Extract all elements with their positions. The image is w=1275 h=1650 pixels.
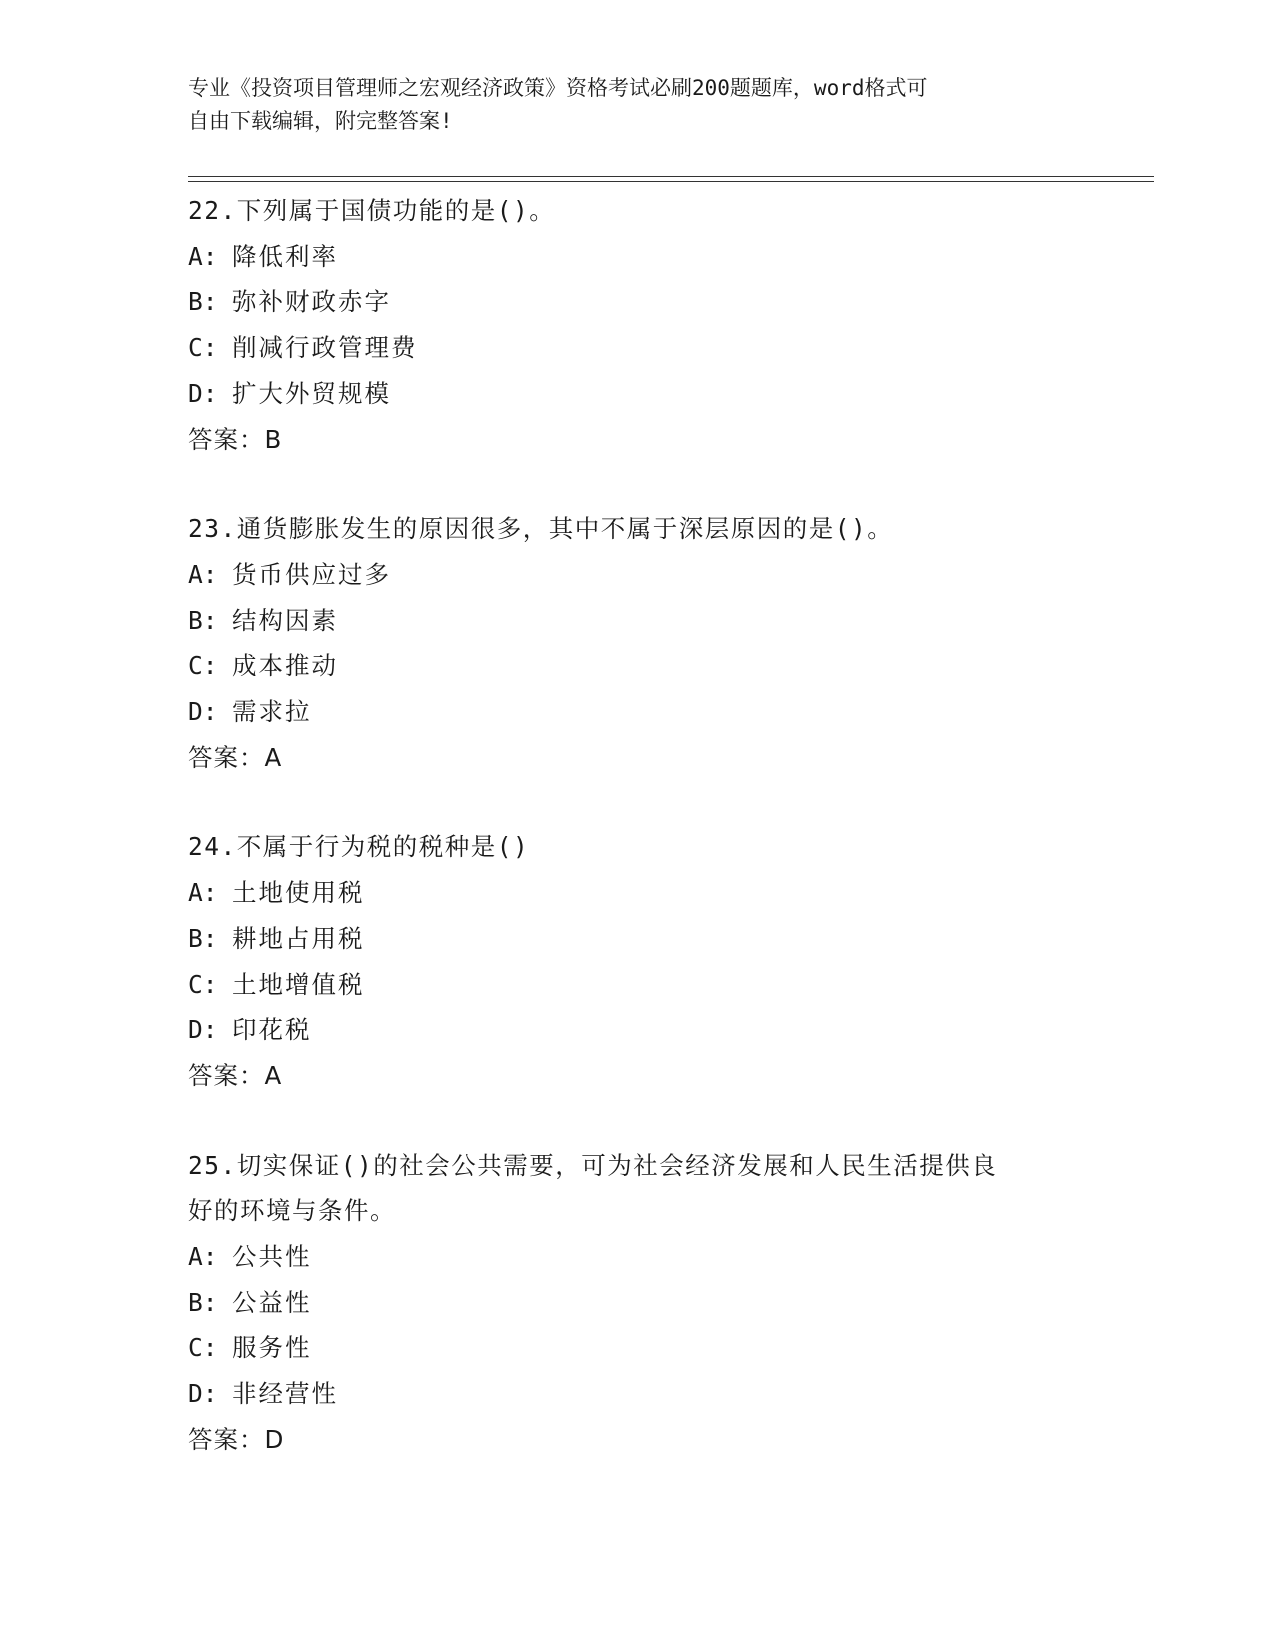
question-block xyxy=(188,1143,1088,1463)
option-c xyxy=(188,325,1088,371)
option-d xyxy=(188,371,1088,417)
header-line-1: 专业《投资项目管理师之宏观经济政策》资格考试必刷200题题库，word格式可 xyxy=(188,76,928,100)
option-d xyxy=(188,1371,1088,1417)
option-text: 需求拉 xyxy=(232,697,312,727)
option-text: 成本推动 xyxy=(232,651,338,681)
option-letter: A: xyxy=(188,1242,218,1272)
option-letter: C: xyxy=(188,1333,218,1363)
question-list xyxy=(188,188,1088,1507)
question-stem: 24.不属于行为税的税种是() xyxy=(188,832,530,862)
question-block xyxy=(188,506,1088,780)
option-letter: D: xyxy=(188,1379,218,1409)
option-letter: D: xyxy=(188,1015,218,1045)
option-letter: A: xyxy=(188,559,218,589)
option-text: 扩大外贸规模 xyxy=(232,378,391,408)
header-divider-bottom xyxy=(188,181,1154,182)
option-text: 公共性 xyxy=(232,1242,312,1272)
question-stem: 23.通货膨胀发生的原因很多，其中不属于深层原因的是()。 xyxy=(188,514,894,544)
option-text: 服务性 xyxy=(232,1333,312,1363)
option-text: 非经营性 xyxy=(232,1379,338,1409)
option-letter: B: xyxy=(188,287,218,317)
option-text: 公益性 xyxy=(232,1287,312,1317)
option-a xyxy=(188,1234,1088,1280)
option-letter: C: xyxy=(188,969,218,999)
option-c xyxy=(188,643,1088,689)
option-a xyxy=(188,552,1088,598)
option-letter: C: xyxy=(188,651,218,681)
header-line-2: 自由下载编辑，附完整答案! xyxy=(188,109,453,133)
option-text: 印花税 xyxy=(232,1015,312,1045)
question-stem: 22.下列属于国债功能的是()。 xyxy=(188,196,556,225)
option-c xyxy=(188,1325,1088,1371)
option-letter: D: xyxy=(188,378,218,408)
option-text: 土地使用税 xyxy=(232,878,365,908)
answer-line: 答案：A xyxy=(188,1060,283,1090)
option-text: 结构因素 xyxy=(232,605,338,635)
option-text: 弥补财政赤字 xyxy=(232,287,391,317)
question-block xyxy=(188,824,1088,1098)
answer-line: 答案：A xyxy=(188,742,283,772)
option-letter: D: xyxy=(188,697,218,727)
option-a xyxy=(188,234,1088,280)
option-a xyxy=(188,870,1088,916)
answer-line: 答案：B xyxy=(188,424,283,454)
option-d xyxy=(188,1007,1088,1053)
option-letter: A: xyxy=(188,241,218,271)
option-b xyxy=(188,916,1088,962)
option-text: 土地增值税 xyxy=(232,969,365,999)
question-stem: 25.切实保证()的社会公共需要，可为社会经济发展和人民生活提供良 xyxy=(188,1150,998,1180)
option-letter: C: xyxy=(188,333,218,363)
question-stem-continued: 好的环境与条件。 xyxy=(188,1196,396,1226)
option-b xyxy=(188,279,1088,325)
option-c xyxy=(188,962,1088,1008)
document-header xyxy=(188,72,1068,138)
option-letter: B: xyxy=(188,605,218,635)
option-letter: B: xyxy=(188,923,218,953)
option-letter: B: xyxy=(188,1287,218,1317)
option-d xyxy=(188,689,1088,735)
header-divider-top xyxy=(188,176,1154,177)
question-block xyxy=(188,188,1088,462)
option-text: 耕地占用税 xyxy=(232,923,365,953)
option-text: 降低利率 xyxy=(232,241,338,271)
option-text: 削减行政管理费 xyxy=(232,333,418,363)
option-b xyxy=(188,1280,1088,1326)
option-text: 货币供应过多 xyxy=(232,559,391,589)
answer-line: 答案：D xyxy=(188,1424,285,1454)
option-letter: A: xyxy=(188,878,218,908)
option-b xyxy=(188,598,1088,644)
